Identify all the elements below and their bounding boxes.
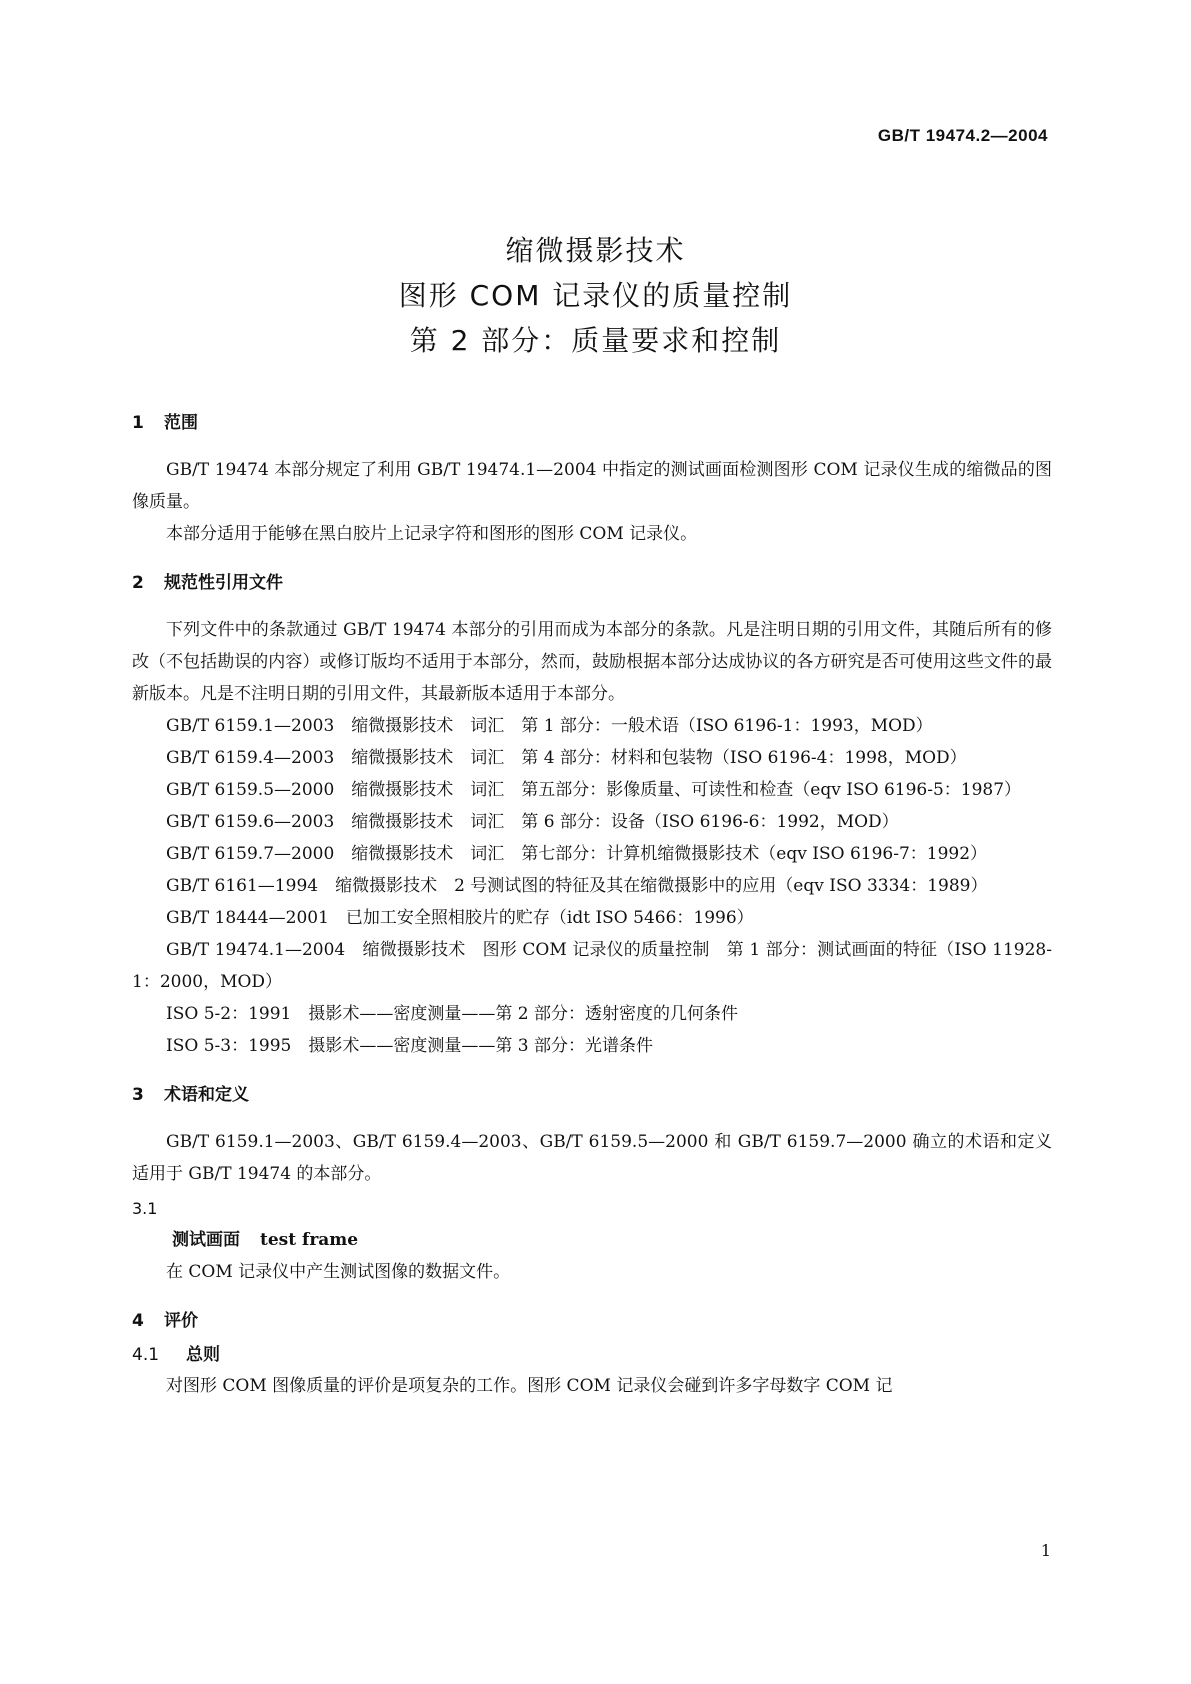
section-heading-scope bbox=[132, 408, 1052, 438]
reference-list bbox=[132, 710, 1052, 1062]
paragraph: 本部分适用于能够在黑白胶片上记录字符和图形的图形 COM 记录仪。 bbox=[166, 524, 698, 544]
reference-item: GB/T 6159.6—2003 缩微摄影技术 词汇 第 6 部分：设备（ISO 6196-6：1992，MOD） bbox=[166, 812, 899, 832]
section-title: 范围 bbox=[164, 413, 198, 433]
reference-item: GB/T 6159.1—2003 缩微摄影技术 词汇 第 1 部分：一般术语（ISO 6196-1：1993，MOD） bbox=[166, 716, 933, 736]
reference-item: ISO 5-3：1995 摄影术——密度测量——第 3 部分：光谱条件 bbox=[166, 1036, 653, 1056]
term-definition: 在 COM 记录仪中产生测试图像的数据文件。 bbox=[166, 1262, 511, 1282]
section-number: 1 bbox=[132, 413, 144, 433]
section-title: 规范性引用文件 bbox=[164, 573, 283, 593]
reference-item: GB/T 18444—2001 已加工安全照相胶片的贮存（idt ISO 5466：1996） bbox=[166, 908, 754, 928]
section-title: 术语和定义 bbox=[164, 1085, 249, 1105]
subsection-number: 4.1 bbox=[132, 1345, 160, 1365]
section-number: 2 bbox=[132, 573, 144, 593]
reference-item: GB/T 19474.1—2004 缩微摄影技术 图形 COM 记录仪的质量控制 第 1 部分：测试画面的特征（ISO 11928-1：2000，MOD） bbox=[132, 940, 1052, 992]
section-heading-evaluation bbox=[132, 1306, 1052, 1336]
title-line-1: 缩微摄影技术 bbox=[505, 234, 686, 267]
section-title: 评价 bbox=[164, 1311, 198, 1331]
document-body bbox=[132, 408, 1052, 1402]
reference-item: ISO 5-2：1991 摄影术——密度测量——第 2 部分：透射密度的几何条件 bbox=[166, 1004, 738, 1024]
paragraph: GB/T 19474 本部分规定了利用 GB/T 19474.1—2004 中指定的测试画面检测图形 COM 记录仪生成的缩微品的图像质量。 bbox=[132, 460, 1052, 512]
subsection-heading-general bbox=[132, 1340, 1052, 1370]
reference-item: GB/T 6159.5—2000 缩微摄影技术 词汇 第五部分：影像质量、可读性和检查（eqv ISO 6196-5：1987） bbox=[166, 780, 1022, 800]
title-line-2: 图形 COM 记录仪的质量控制 bbox=[398, 279, 793, 312]
paragraph: 对图形 COM 图像质量的评价是项复杂的工作。图形 COM 记录仪会碰到许多字母数字 COM 记 bbox=[166, 1376, 893, 1396]
section-number: 3 bbox=[132, 1085, 144, 1105]
page-number: 1 bbox=[1040, 1541, 1051, 1560]
standard-code: GB/T 19474.2—2004 bbox=[877, 126, 1048, 145]
document-title bbox=[0, 228, 1191, 363]
subsection-number: 3.1 bbox=[132, 1199, 158, 1218]
section-heading-terms-and-definitions bbox=[132, 1080, 1052, 1110]
term-chinese: 测试画面 bbox=[172, 1230, 240, 1250]
term-english: test frame bbox=[260, 1230, 359, 1250]
reference-item: GB/T 6159.7—2000 缩微摄影技术 词汇 第七部分：计算机缩微摄影技术（eqv ISO 6196-7：1992） bbox=[166, 844, 988, 864]
title-line-3: 第 2 部分：质量要求和控制 bbox=[409, 324, 782, 357]
section-number: 4 bbox=[132, 1311, 144, 1331]
subsection-title: 总则 bbox=[186, 1345, 220, 1365]
paragraph: 下列文件中的条款通过 GB/T 19474 本部分的引用而成为本部分的条款。凡是注明日期的引用文件，其随后所有的修改（不包括勘误的内容）或修订版均不适用于本部分，然而，鼓励根据本部分达成协议的各方研究是否可使用这些文件的最新版本。凡是不注明日期的引用文件，其最新版本适用于本部分。 bbox=[132, 620, 1052, 704]
reference-item: GB/T 6161—1994 缩微摄影技术 2 号测试图的特征及其在缩微摄影中的应用（eqv ISO 3334：1989） bbox=[166, 876, 988, 896]
term-entry bbox=[132, 1224, 1052, 1256]
section-heading-normative-references bbox=[132, 568, 1052, 598]
reference-item: GB/T 6159.4—2003 缩微摄影技术 词汇 第 4 部分：材料和包装物（ISO 6196-4：1998，MOD） bbox=[166, 748, 967, 768]
paragraph: GB/T 6159.1—2003、GB/T 6159.4—2003、GB/T 6159.5—2000 和 GB/T 6159.7—2000 确立的术语和定义适用于 GB/T 19474 的本部分。 bbox=[132, 1132, 1052, 1184]
